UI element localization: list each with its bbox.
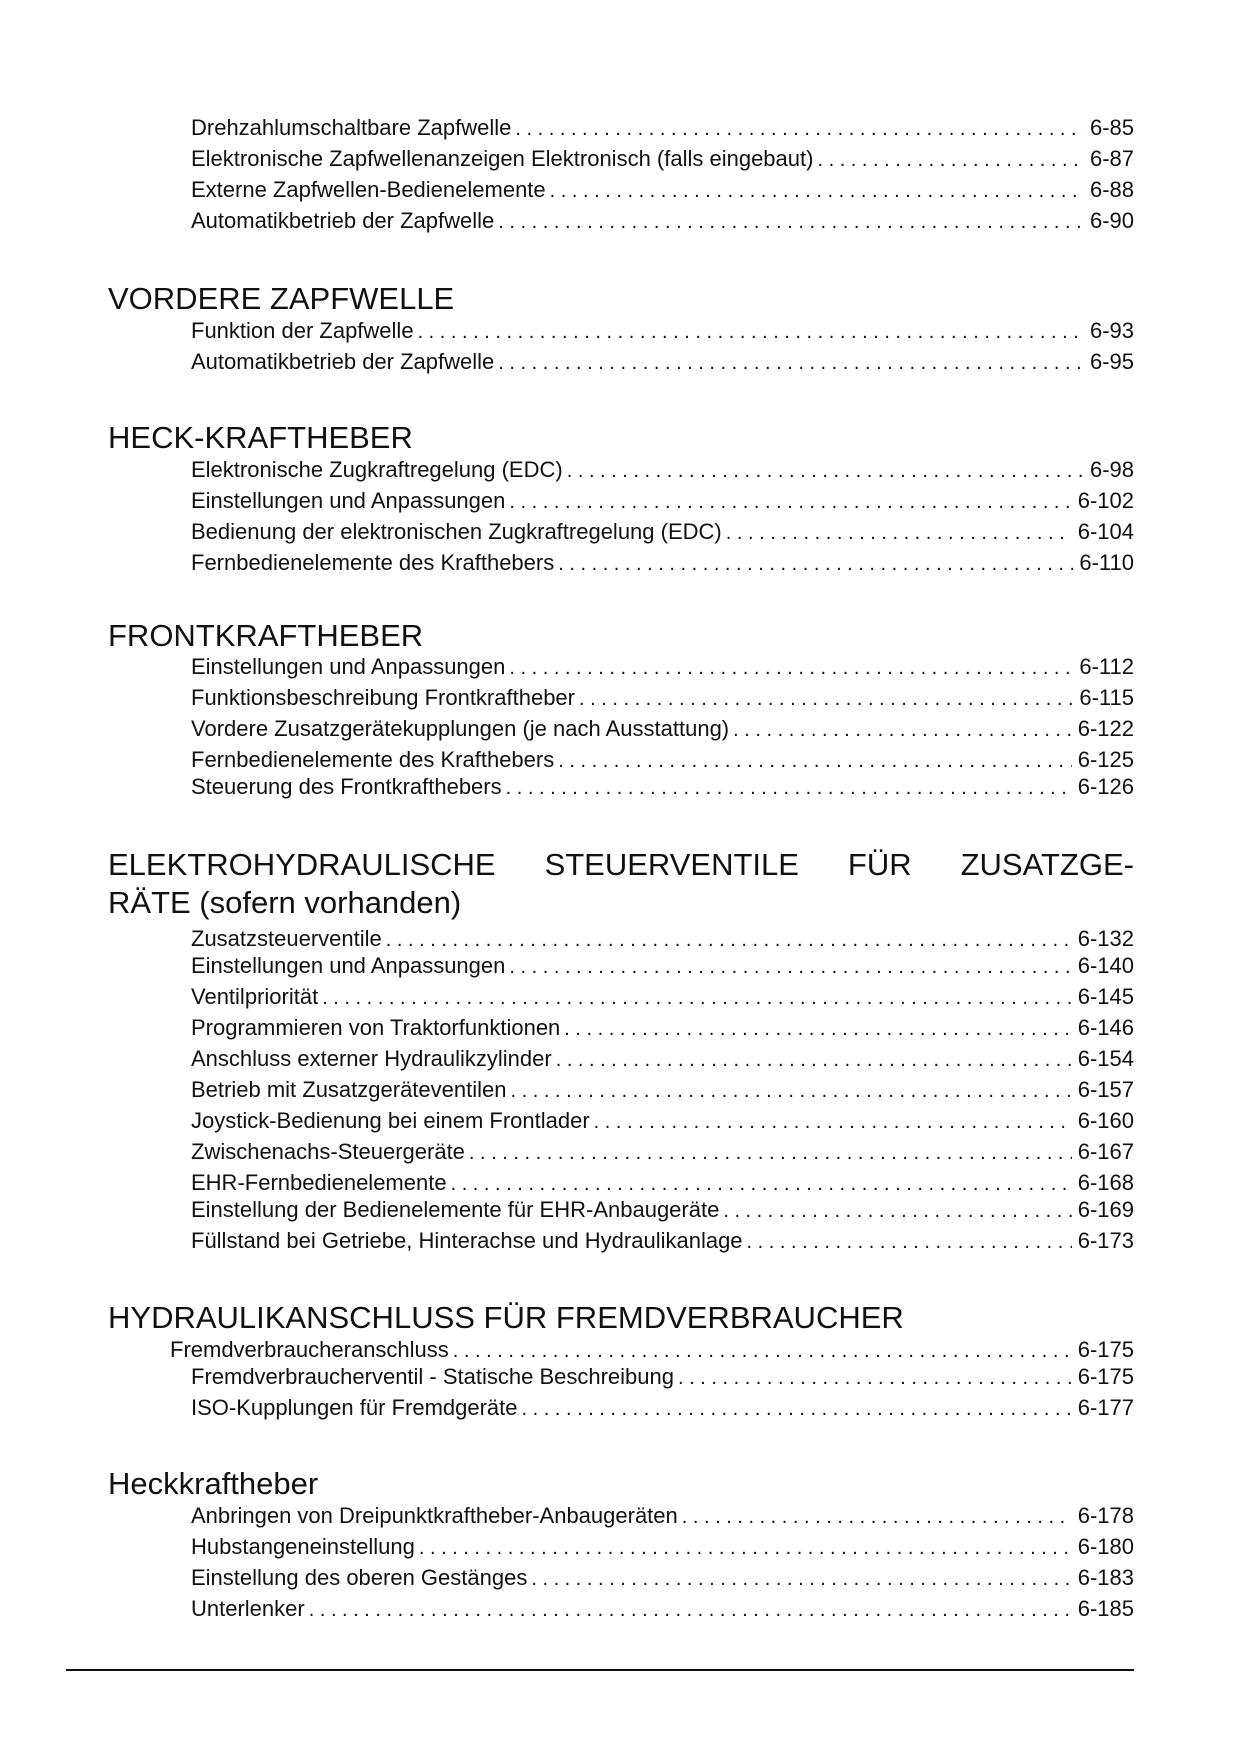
toc-entry[interactable] bbox=[191, 1596, 1134, 1623]
toc-entry-page: 6-145 bbox=[1077, 984, 1134, 1009]
leader-dots bbox=[451, 1171, 1072, 1197]
toc-entry[interactable] bbox=[191, 926, 1134, 953]
leader-dots bbox=[511, 1078, 1072, 1104]
section-heading: FRONTKRAFTHEBER bbox=[108, 618, 424, 653]
heading-word: ZUSATZGE- bbox=[960, 847, 1134, 882]
heading-word: STEUERVENTILE bbox=[544, 847, 799, 882]
toc-entry-label: EHR-Fernbedienelemente bbox=[191, 1170, 447, 1195]
leader-dots bbox=[567, 458, 1084, 484]
section-heading: HYDRAULIKANSCHLUSS FÜR FREMDVERBRAUCHER bbox=[108, 1300, 904, 1335]
leader-dots bbox=[556, 1047, 1072, 1073]
toc-entry[interactable] bbox=[191, 1139, 1134, 1166]
toc-entry-label: Hubstangeneinstellung bbox=[191, 1534, 415, 1559]
leader-dots bbox=[564, 1016, 1071, 1042]
toc-entry-label: Anbringen von Dreipunktkraftheber-Anbaugeräten bbox=[191, 1503, 678, 1528]
toc-entry-label: Zwischenachs-Steuergeräte bbox=[191, 1139, 465, 1164]
leader-dots bbox=[817, 147, 1083, 173]
toc-entry[interactable] bbox=[191, 1395, 1134, 1422]
leader-dots bbox=[498, 209, 1084, 235]
toc-entry[interactable] bbox=[191, 1108, 1134, 1135]
toc-entry-label: Joystick-Bedienung bei einem Frontlader bbox=[191, 1108, 590, 1133]
section-heading: Heckkraftheber bbox=[108, 1466, 319, 1501]
toc-entry-label: Bedienung der elektronischen Zugkraftregelung (EDC) bbox=[191, 519, 722, 544]
toc-entry[interactable] bbox=[191, 1046, 1134, 1073]
toc-entry[interactable] bbox=[191, 1565, 1134, 1592]
toc-entry-label: Fremdverbraucherventil - Statische Beschreibung bbox=[191, 1364, 675, 1389]
toc-entry-page: 6-87 bbox=[1089, 146, 1134, 171]
toc-entry[interactable] bbox=[191, 747, 1134, 774]
leader-dots bbox=[558, 748, 1071, 774]
toc-entry[interactable] bbox=[191, 488, 1134, 515]
toc-entry-page: 6-126 bbox=[1077, 774, 1134, 799]
toc-entry-page: 6-169 bbox=[1077, 1197, 1134, 1222]
toc-entry[interactable] bbox=[191, 519, 1134, 546]
toc-entry-page: 6-95 bbox=[1089, 349, 1134, 374]
toc-entry-page: 6-185 bbox=[1077, 1596, 1134, 1621]
leader-dots bbox=[419, 1535, 1072, 1561]
toc-entry[interactable] bbox=[191, 1503, 1134, 1530]
leader-dots bbox=[726, 520, 1072, 546]
leader-dots bbox=[386, 927, 1072, 953]
toc-entry-label: Fernbedienelemente des Krafthebers bbox=[191, 747, 555, 772]
toc-entry[interactable] bbox=[191, 716, 1134, 743]
leader-dots bbox=[322, 985, 1072, 1011]
toc-entry-page: 6-140 bbox=[1077, 953, 1134, 978]
toc-entry-label: Füllstand bei Getriebe, Hinterachse und Hydraulikanlage bbox=[191, 1228, 743, 1253]
leader-dots bbox=[469, 1140, 1072, 1166]
toc-entry-page: 6-115 bbox=[1079, 685, 1134, 710]
toc-entry-page: 6-177 bbox=[1077, 1395, 1134, 1420]
toc-entry-label: Elektronische Zapfwellenanzeigen Elektronisch (falls eingebaut) bbox=[191, 146, 814, 171]
toc-entry[interactable] bbox=[191, 177, 1134, 204]
toc-entry-label: Betrieb mit Zusatzgeräteventilen bbox=[191, 1077, 507, 1102]
toc-entry-label: Fernbedienelemente des Krafthebers bbox=[191, 550, 555, 575]
toc-entry-page: 6-175 bbox=[1077, 1364, 1134, 1389]
toc-entry-page: 6-160 bbox=[1077, 1108, 1134, 1133]
toc-entry-page: 6-93 bbox=[1089, 318, 1134, 343]
toc-entry-label: Externe Zapfwellen-Bedienelemente bbox=[191, 177, 546, 202]
toc-entry[interactable] bbox=[191, 1077, 1134, 1104]
heading-word: ELEKTROHYDRAULISCHE bbox=[108, 847, 496, 882]
toc-entry-page: 6-146 bbox=[1077, 1015, 1134, 1040]
toc-entry-page: 6-180 bbox=[1077, 1534, 1134, 1559]
leader-dots bbox=[594, 1109, 1072, 1135]
toc-entry-label: Automatikbetrieb der Zapfwelle bbox=[191, 208, 495, 233]
toc-entry-page: 6-90 bbox=[1089, 208, 1134, 233]
leader-dots bbox=[522, 1396, 1072, 1422]
toc-entry[interactable] bbox=[191, 1534, 1134, 1561]
toc-entry-page: 6-112 bbox=[1079, 654, 1134, 679]
leader-dots bbox=[509, 655, 1073, 681]
toc-entry-label: Anschluss externer Hydraulikzylinder bbox=[191, 1046, 552, 1071]
toc-entry[interactable] bbox=[170, 1337, 1134, 1364]
leader-dots bbox=[723, 1198, 1071, 1224]
leader-dots bbox=[747, 1229, 1072, 1255]
toc-entry-label: Vordere Zusatzgerätekupplungen (je nach Ausstattung) bbox=[191, 716, 730, 741]
toc-entry[interactable] bbox=[191, 1228, 1134, 1255]
toc-entry[interactable] bbox=[191, 1197, 1134, 1224]
leader-dots bbox=[531, 1566, 1071, 1592]
toc-entry-label: Funktionsbeschreibung Frontkraftheber bbox=[191, 685, 575, 710]
leader-dots bbox=[309, 1597, 1072, 1623]
toc-entry-page: 6-98 bbox=[1089, 457, 1134, 482]
toc-entry-label: Einstellungen und Anpassungen bbox=[191, 953, 506, 978]
toc-entry-label: Steuerung des Frontkrafthebers bbox=[191, 774, 502, 799]
toc-entry[interactable] bbox=[191, 953, 1134, 980]
leader-dots bbox=[682, 1504, 1072, 1530]
leader-dots bbox=[506, 775, 1072, 801]
footer-divider bbox=[66, 1669, 1134, 1671]
toc-entry[interactable] bbox=[191, 550, 1134, 577]
leader-dots bbox=[509, 489, 1071, 515]
leader-dots bbox=[418, 319, 1084, 345]
toc-entry[interactable] bbox=[191, 1015, 1134, 1042]
toc-entry-label: Zusatzsteuerventile bbox=[191, 926, 382, 951]
toc-entry[interactable] bbox=[191, 146, 1134, 173]
toc-entry-page: 6-110 bbox=[1079, 550, 1134, 575]
toc-entry-page: 6-178 bbox=[1077, 1503, 1134, 1528]
toc-entry[interactable] bbox=[191, 1364, 1134, 1391]
toc-entry-label: Funktion der Zapfwelle bbox=[191, 318, 414, 343]
toc-entry-label: Drehzahlumschaltbare Zapfwelle bbox=[191, 115, 512, 140]
toc-entry-label: Programmieren von Traktorfunktionen bbox=[191, 1015, 561, 1040]
leader-dots bbox=[579, 686, 1073, 712]
toc-entry-label: ISO-Kupplungen für Fremdgeräte bbox=[191, 1395, 518, 1420]
toc-entry-page: 6-125 bbox=[1077, 747, 1134, 772]
toc-entry-page: 6-132 bbox=[1077, 926, 1134, 951]
toc-entry-page: 6-88 bbox=[1089, 177, 1134, 202]
toc-entry-label: Einstellung der Bedienelemente für EHR-Anbaugeräte bbox=[191, 1197, 720, 1222]
toc-entry-page: 6-175 bbox=[1077, 1337, 1134, 1362]
toc-entry-page: 6-183 bbox=[1077, 1565, 1134, 1590]
toc-entry-label: Automatikbetrieb der Zapfwelle bbox=[191, 349, 495, 374]
toc-entry-label: Einstellungen und Anpassungen bbox=[191, 654, 506, 679]
toc-entry[interactable] bbox=[191, 685, 1134, 712]
leader-dots bbox=[558, 551, 1073, 577]
section-heading-continuation: RÄTE (sofern vorhanden) bbox=[108, 885, 462, 920]
toc-entry[interactable] bbox=[191, 457, 1134, 484]
leader-dots bbox=[550, 178, 1084, 204]
toc-entry-page: 6-122 bbox=[1077, 716, 1134, 741]
toc-entry[interactable] bbox=[191, 984, 1134, 1011]
leader-dots bbox=[515, 116, 1084, 142]
toc-entry[interactable] bbox=[191, 208, 1134, 235]
toc-entry-page: 6-154 bbox=[1077, 1046, 1134, 1071]
toc-entry-label: Elektronische Zugkraftregelung (EDC) bbox=[191, 457, 563, 482]
toc-entry[interactable] bbox=[191, 774, 1134, 801]
toc-entry-page: 6-85 bbox=[1089, 115, 1134, 140]
leader-dots bbox=[509, 954, 1071, 980]
toc-entry-page: 6-173 bbox=[1077, 1228, 1134, 1253]
section-heading: VORDERE ZAPFWELLE bbox=[108, 281, 455, 316]
heading-word: FÜR bbox=[847, 847, 912, 882]
toc-entry[interactable] bbox=[191, 654, 1134, 681]
toc-entry-page: 6-104 bbox=[1077, 519, 1134, 544]
leader-dots bbox=[498, 350, 1084, 376]
toc-entry-label: Ventilpriorität bbox=[191, 984, 319, 1009]
toc-entry-label: Einstellung des oberen Gestänges bbox=[191, 1565, 528, 1590]
toc-entry-page: 6-168 bbox=[1077, 1170, 1134, 1195]
leader-dots bbox=[453, 1338, 1072, 1364]
toc-entry[interactable] bbox=[191, 115, 1134, 142]
toc-entry-label: Fremdverbraucheranschluss bbox=[170, 1337, 449, 1362]
section-heading: HECK-KRAFTHEBER bbox=[108, 420, 413, 455]
toc-entry-label: Einstellungen und Anpassungen bbox=[191, 488, 506, 513]
leader-dots bbox=[678, 1365, 1072, 1391]
toc-entry-page: 6-157 bbox=[1077, 1077, 1134, 1102]
toc-entry-page: 6-102 bbox=[1077, 488, 1134, 513]
toc-entry[interactable] bbox=[191, 318, 1134, 345]
toc-entry-page: 6-167 bbox=[1077, 1139, 1134, 1164]
toc-entry[interactable] bbox=[191, 1170, 1134, 1197]
leader-dots bbox=[733, 717, 1072, 743]
toc-entry[interactable] bbox=[191, 349, 1134, 376]
section-heading bbox=[108, 846, 1134, 884]
toc-entry-label: Unterlenker bbox=[191, 1596, 305, 1621]
